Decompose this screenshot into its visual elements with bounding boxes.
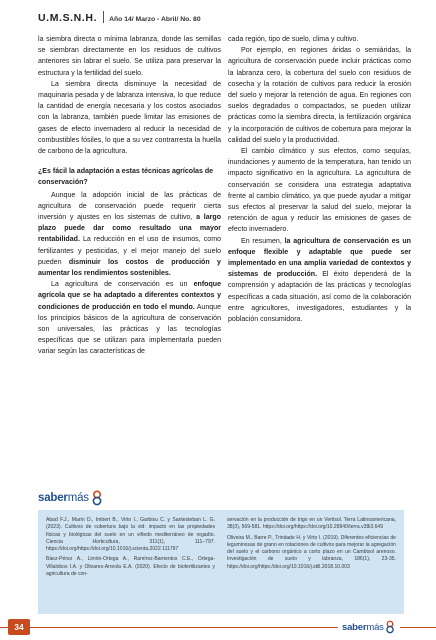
paragraph: Por ejemplo, en regiones áridas o semiáridas, la agricultura de conservación puede incluir prácticas como la labranza cero, la cobertura del suelo con residuos de cosecha y la rotación de cultivos para reducir la erosión del suelo y mejorar la retención de agua. En regiones con suelos degradados o compactados, se pueden utilizar prácticas como la siembra directa, la fertilización orgánica y la incorporación de cultivos de cobertura para mejorar la calidad del suelo y la productividad. — [228, 47, 411, 144]
right-column — [228, 34, 411, 325]
left-column — [38, 34, 221, 358]
issue-info: Año 14/ Marzo - Abril/ No. 80 — [109, 16, 201, 23]
references-box — [38, 510, 404, 614]
references-left — [46, 517, 215, 607]
sabermas-logo — [38, 488, 104, 508]
paragraph: Aunque la adopción inicial de las prácticas de agricultura de conservación puede requerir cierta inversión y ajustes en los sistemas de cultivo, a largo plazo puede dar como resultado una mayor rentabilidad. La reducción en el uso de insumos, como fertilizantes y pesticidas, y el mejor manejo del suelo pueden disminuir los costos de producción y aumentar los rendimientos sostenibles. — [38, 191, 221, 278]
reference-item: Oliveira M., Barre P., Trindade H. y Virto I. (2019). Diferentes eficiencias de leguminosas de grano en rotaciones de cultivos para mejorar la agregación del suelo y el carbono orgánico a corto plazo en un Cambisol arenoso. Investigación de suelo y labranza, 186(1), 23-35. https://doi.org/https://doi.org/10.1016/j.still.2018.10.003 — [227, 534, 396, 570]
paragraph: cada región, tipo de suelo, clima y cultivo. — [228, 36, 359, 43]
paragraph: En resumen, la agricultura de conservación es un enfoque flexible y adaptable que puede ser implementado en una amplia variedad de contextos y sistemas de producción. El éxito dependerá de la comprensión y adaptación de las prácticas y tecnologías específicas a cada situación, así como de la colaboración entre agricultores, investigadores, estudiantes y la población consumidora. — [228, 237, 411, 324]
section-heading: ¿Es fácil la adaptación a estas técnicas agrícolas de conservación? — [38, 168, 214, 187]
paragraph: la siembra directa o mínima labranza, donde las semillas se siembran directamente en los residuos de cultivos anteriores sin labrar el suelo. Se utiliza para preservar la estructura y la fertilidad del suelo. — [38, 36, 221, 77]
paragraph: El cambio climático y sus efectos, como sequías, inundaciones y aumento de la temperatura, han tenido un impacto significativo en la agricultura. La agricultura de conservación se considera una estrategia adaptativa frente al cambio climático, ya que puede ayudar a mitigar sus efectos al preservar la salud del suelo, mejorar la retención de agua y reducir las emisiones de gases de efecto invernadero. — [228, 148, 411, 234]
footer-logo — [338, 618, 400, 636]
references-right — [227, 517, 396, 607]
reference-item: servación en la producción de trigo en un Vertisol. Terra Latinoamericana, 38(3), 569-581. https://doi.org/https://doi.org/10.28940/terra.v38i3.649 — [227, 517, 396, 531]
logo-word: saber — [38, 492, 68, 504]
paragraph: La agricultura de conservación es un enfoque agrícola que se ha adaptado a diferentes contextos y condiciones de producción en todo el mundo. Aunque los principios básicos de la agricultura de conservación son universales, las prácticas y las tecnologías específicas que se utilizan para implementarla pueden variar según las características de — [38, 281, 221, 356]
journal-brand: U.M.S.N.H. — [38, 12, 98, 24]
logo-word: saber — [342, 621, 367, 633]
page-header — [38, 6, 201, 24]
logo-mark-icon — [384, 620, 396, 634]
logo-mark-icon — [90, 490, 104, 506]
page-footer — [0, 618, 436, 640]
logo-accent: más — [67, 492, 89, 504]
logo-accent: más — [366, 621, 384, 633]
paragraph: La siembra directa disminuye la necesidad de maquinaria pesada y de labranza intensiva, lo que reduce la cantidad de energía necesaria y los costos asociados con la labranza, también puede limitar las emisiones de gases de efecto invernadero al reducir la necesidad de combustibles fósiles, lo que a su vez contrarresta la huella de carbono de la agricultura. — [38, 80, 221, 156]
reference-item: Báez-Pérez A., Limón-Ortega A., Ramírez-Barrientos C.E., Ortega-Villalobos I.A. y Olivares-Arreola E.A. (2020). Efecto de biofertilizantes y agricultura de con- — [46, 556, 215, 578]
reference-item: Abad F.J., Marín D., Imbert B., Virto I., Garbisu C. y Santesteban L. G. (2023). Cultivos de cobertura bajo la vid: impacto en las propiedades físicas y biológicas del suelo en un viñedo mediterráneo de regadío. Ciencia Horticultura, 311(1), 111–797. https://doi.org/https://doi.org/10.1016/j.scienta.2022.111797 — [46, 517, 215, 553]
header-divider — [103, 11, 104, 23]
page-number: 34 — [8, 619, 30, 635]
